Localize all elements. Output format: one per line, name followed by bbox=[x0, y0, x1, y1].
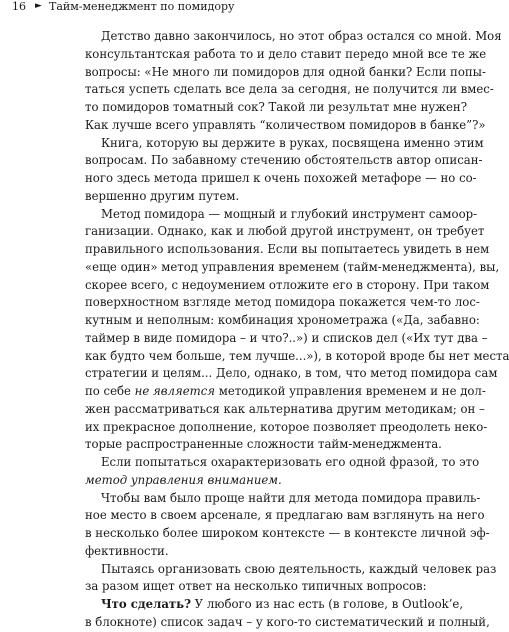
text-segment: таться успеть сделать все дела за сегодня, не получится ли вмес- bbox=[85, 82, 494, 97]
text-line bbox=[85, 419, 488, 437]
text-line bbox=[85, 46, 487, 64]
text-line bbox=[85, 81, 494, 99]
text-segment: скорее всего, с недоумением отложите его в сторону. При таком bbox=[85, 277, 490, 292]
text-line bbox=[85, 241, 490, 259]
running-title: Тайм-менеджмент по помидору bbox=[49, 0, 235, 13]
text-segment: как будто чем больше, тем лучше...»), в которой вроде бы нет места bbox=[85, 348, 509, 363]
text-line bbox=[85, 365, 498, 383]
text-segment: Пытаясь организовать свою деятельность, каждый человек раз bbox=[101, 561, 497, 576]
text-line bbox=[85, 507, 485, 525]
paragraph bbox=[85, 490, 490, 561]
text-line bbox=[85, 436, 442, 454]
text-segment: У любого из нас есть (в голове, в Outlook’e, bbox=[190, 597, 464, 611]
text-segment: их прекрасное дополнение, которое позволяет преодолеть неко- bbox=[85, 419, 488, 434]
text-line bbox=[85, 117, 486, 135]
paragraph bbox=[85, 454, 480, 490]
text-line bbox=[85, 312, 480, 330]
text-segment: ного здесь метода пришел к очень похожей метафоре — но со- bbox=[85, 171, 477, 185]
running-header bbox=[12, 0, 488, 13]
text-line bbox=[85, 152, 483, 170]
text-segment: вопросам. По забавному стечению обстоятельств автор описан- bbox=[85, 153, 483, 168]
text-line bbox=[85, 294, 480, 312]
text-line bbox=[85, 525, 490, 543]
text-segment: стратегии и целям... Дело, однако, в том, что метод помидора сам bbox=[85, 366, 498, 381]
text-segment: по себе bbox=[85, 384, 135, 398]
text-line bbox=[85, 99, 467, 117]
paragraph bbox=[85, 206, 509, 455]
text-segment: Если попытаться охарактеризовать его одной фразой, то это bbox=[101, 455, 480, 469]
page-number: 16 bbox=[12, 0, 26, 13]
emphasis-text: метод управления вниманием. bbox=[85, 472, 282, 487]
text-segment: ное место в своем арсенале, я предлагаю вам взглянуть на него bbox=[85, 508, 485, 523]
text-line bbox=[85, 277, 490, 295]
text-segment: консультантская работа то и дело ставит передо мной все те же bbox=[85, 46, 487, 61]
text-line bbox=[85, 614, 490, 632]
text-line bbox=[85, 223, 485, 241]
text-segment: Чтобы вам было проще найти для метода помидора правиль- bbox=[101, 490, 481, 505]
text-segment: за разом ищет ответ на несколько типичных вопросов: bbox=[85, 579, 427, 594]
text-line bbox=[85, 596, 464, 614]
triangle-marker-icon: ► bbox=[35, 1, 42, 11]
text-segment: торые распространенные сложности тайм-менеджмента. bbox=[85, 437, 442, 452]
text-line bbox=[85, 64, 486, 82]
paragraph bbox=[85, 28, 502, 135]
body-text bbox=[85, 28, 509, 632]
text-segment: Книга, которую вы держите в руках, посвящена именно этим bbox=[101, 135, 484, 150]
text-line bbox=[85, 401, 485, 419]
text-line bbox=[85, 330, 488, 348]
text-line bbox=[85, 578, 435, 596]
emphasis-text: не является bbox=[134, 384, 216, 398]
paragraph bbox=[85, 135, 484, 206]
text-line bbox=[85, 206, 478, 224]
text-line bbox=[85, 188, 435, 206]
text-line bbox=[85, 561, 497, 579]
text-line bbox=[85, 259, 500, 277]
text-segment: Детство давно закончилось, но этот образ остался со мной. Моя bbox=[101, 29, 502, 43]
text-segment: фективности. bbox=[85, 543, 169, 558]
text-segment: поверхностном взгляде метод помидора покажется чем-то лос- bbox=[85, 295, 480, 310]
text-segment: жен рассматриваться как альтернатива другим методикам; он – bbox=[85, 401, 485, 416]
text-segment: Как лучше всего управлять “количеством помидоров в банке”?» bbox=[85, 117, 486, 132]
paragraph bbox=[85, 561, 497, 597]
text-segment: правильного использования. Если вы попытаетесь увидеть в нем bbox=[85, 242, 490, 256]
bold-text: Что сделать? bbox=[101, 597, 191, 611]
text-segment: «еще один» метод управления временем (тайм-менеджмента), вы, bbox=[85, 259, 500, 274]
text-line bbox=[85, 383, 486, 401]
text-segment: в несколько более широком контексте — в контексте личной эф- bbox=[85, 526, 490, 540]
text-segment: в блокноте) список задач – у кого-то систематический и полный, bbox=[85, 614, 490, 629]
text-line bbox=[85, 543, 435, 561]
text-line bbox=[85, 490, 481, 508]
text-segment: вопросы: «Не много ли помидоров для одной банки? Если попы- bbox=[85, 64, 486, 79]
text-line bbox=[85, 472, 435, 490]
text-line bbox=[85, 135, 484, 153]
text-segment: ганизации. Однако, как и любой другой инструмент, он требует bbox=[85, 224, 485, 239]
text-line bbox=[85, 454, 480, 472]
paragraph bbox=[85, 596, 490, 632]
text-segment: таймер в виде помидора – и что?..») и списков дел («Их тут два – bbox=[85, 330, 488, 345]
text-segment: вершенно другим путем. bbox=[85, 188, 240, 203]
text-line bbox=[85, 170, 477, 188]
text-segment: то помидоров томатный сок? Такой ли результат мне нужен? bbox=[85, 100, 467, 114]
text-segment: кутным и неполным: комбинация хронометража («Да, забавно: bbox=[85, 313, 480, 327]
text-segment: Метод помидора — мощный и глубокий инструмент самоор- bbox=[101, 206, 478, 221]
text-line bbox=[85, 348, 509, 366]
text-segment: методикой управления временем и не дол- bbox=[215, 384, 486, 398]
text-line bbox=[85, 28, 502, 46]
